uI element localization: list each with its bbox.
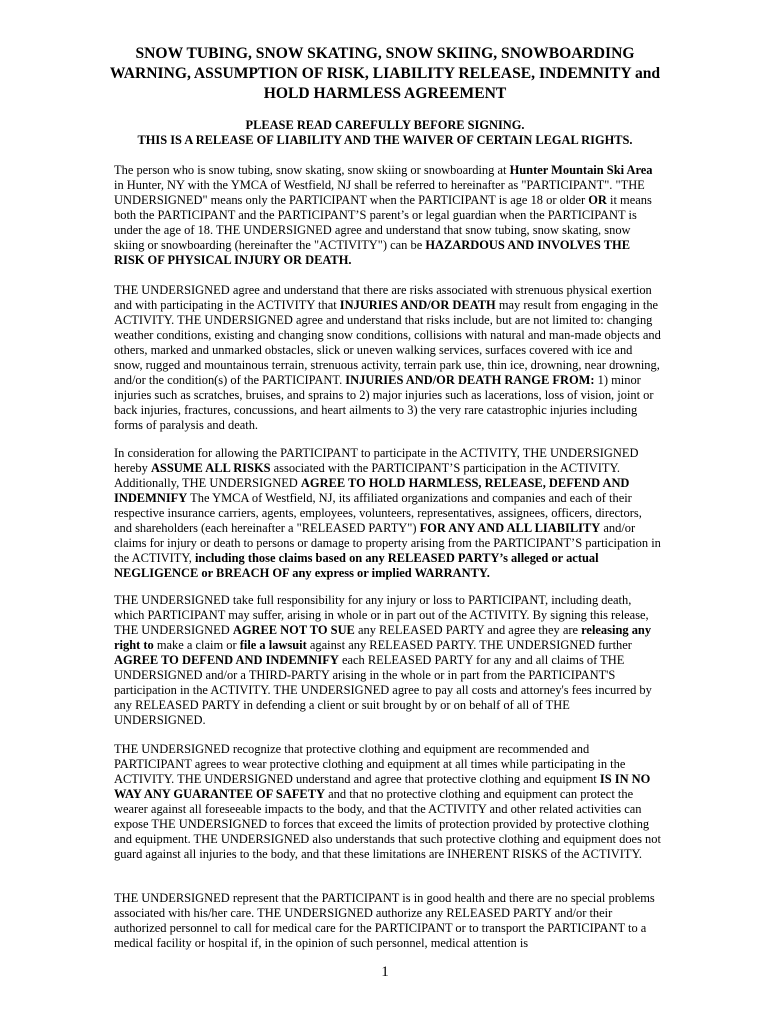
bold-text-run: IS IN NO WAY ANY GUARANTEE OF SAFETY (114, 772, 651, 801)
document-title (60, 44, 710, 104)
text-run: The YMCA of Westfield, NJ, its affiliated organizations and companies and each of their respective insurance carriers, agents, employees, volunteers, representatives, assignees, officers, directors, and shareholders (each hereinafter a "RELEASED PARTY") (114, 491, 642, 535)
title-line-2: WARNING, ASSUMPTION OF RISK, LIABILITY RELEASE, INDEMNITY and (109, 65, 661, 82)
notice-line-2: THIS IS A RELEASE OF LIABILITY AND THE WAIVER OF CERTAIN LEGAL RIGHTS. (137, 133, 633, 147)
text-run: THE UNDERSIGNED take full responsibility for any injury or loss to PARTICIPANT, including death, which PARTICIPANT may suffer, arising in whole or in part out of the ACTIVITY. By signing this release, THE UNDERSIGNED (114, 593, 649, 637)
paragraph-participant-definition (114, 163, 662, 268)
bold-text-run: INJURIES AND/OR DEATH (339, 298, 496, 312)
text-run: THE UNDERSIGNED recognize that protective clothing and equipment are recommended and PARTICIPANT agrees to wear protective clothing and equipment at all times while participating in the ACTIVITY. THE UNDERSIGNED understand and agree that protective clothing and equipment (114, 742, 626, 786)
bold-text-run: AGREE TO HOLD HARMLESS, RELEASE, DEFEND AND INDEMNIFY (114, 476, 630, 505)
paragraph-medical-care (114, 891, 662, 951)
bold-text-run: OR (588, 193, 607, 207)
text-run: make a claim or (153, 638, 240, 652)
signing-notice (60, 118, 710, 148)
text-run: it means both the PARTICIPANT and the PARTICIPANT’S parent’s or legal guardian when the PARTICIPANT is under the age of 18. THE UNDERSIGNED agree and understand that snow tubing, snow skating, snow skiing or snowboarding (hereinafter the "ACTIVITY") can be (114, 193, 652, 252)
text-run: THE UNDERSIGNED represent that the PARTICIPANT is in good health and there are no special problems associated with his/her care. THE UNDERSIGNED authorize any RELEASED PARTY and/or their authorized personnel to call for medical care for the PARTICIPANT or to transport the PARTICIPANT to a medical facility or hospital if, in the opinion of such personnel, medical attention is (114, 891, 655, 950)
text-run: may result from engaging in the ACTIVITY. THE UNDERSIGNED agree and understand that risks include, but are not limited to: changing weather conditions, existing and changing snow conditions, collisions with natural and man-made objects and others, marked and unmarked obstacles, slick or uneven walking services, surfaces covered with ice and snow, rugged and mountainous terrain, strenuous activity, terrain park use, thin ice, drowning, near drowning, and/or the condition(s) of the PARTICIPANT. (114, 298, 661, 387)
text-run: THE UNDERSIGNED agree and understand that there are risks associated with strenuous physical exertion and with participating in the ACTIVITY that (114, 283, 652, 312)
bold-text-run: file a lawsuit (239, 638, 307, 652)
paragraph-agree-not-to-sue (114, 593, 662, 728)
title-line-3: HOLD HARMLESS AGREEMENT (263, 85, 507, 102)
bold-text-run: ASSUME ALL RISKS (150, 461, 271, 475)
bold-text-run: releasing any right to (114, 623, 652, 652)
text-run: The person who is snow tubing, snow skating, snow skiing or snowboarding at (114, 163, 510, 177)
bold-text-run: Hunter Mountain Ski Area (509, 163, 653, 177)
bold-text-run: including those claims based on any RELEASED PARTY’s alleged or actual NEGLIGENCE or BREACH OF any express or implied WARRANTY. (114, 551, 599, 580)
text-run: in Hunter, NY with the YMCA of Westfield, NJ shall be referred to hereinafter as "PARTICIPANT". "THE UNDERSIGNED" means only the PARTICIPANT when the PARTICIPANT is age 18 or older (114, 178, 645, 207)
bold-text-run: INJURIES AND/OR DEATH RANGE FROM: (345, 373, 595, 387)
text-run: and that no protective clothing and equipment can protect the wearer against all foreseeable impacts to the body, and that the ACTIVITY and other related activities can expose THE UNDERSIGNED to forces that exceed the limits of protection provided by protective clothing and equipment. THE UNDERSIGNED also understands that such protective clothing and equipment does not guard against all injuries to the body, and that these limitations are INHERENT RISKS of the ACTIVITY. (114, 787, 661, 861)
bold-text-run: HAZARDOUS AND INVOLVES THE RISK OF PHYSICAL INJURY OR DEATH. (114, 238, 631, 267)
bold-text-run: FOR ANY AND ALL LIABILITY (419, 521, 601, 535)
paragraph-assumption-of-risk (114, 446, 662, 581)
text-run: each RELEASED PARTY for any and all claims of THE UNDERSIGNED and/or a THIRD-PARTY arising in the whole or in part from the PARTICIPANT'S participation in the ACTIVITY. THE UNDERSIGNED agree to pay all costs and attorney's fees incurred by any RELEASED PARTY in defending a client or suit brought by or on behalf of all of THE UNDERSIGNED. (114, 653, 652, 727)
notice-line-1: PLEASE READ CAREFULLY BEFORE SIGNING. (245, 118, 525, 132)
text-run: against any RELEASED PARTY. THE UNDERSIGNED further (306, 638, 632, 652)
text-run: associated with the PARTICIPANT’S participation in the ACTIVITY. Additionally, THE UNDERSIGNED (114, 461, 620, 490)
title-line-1: SNOW TUBING, SNOW SKATING, SNOW SKIING, SNOWBOARDING (135, 45, 635, 62)
bold-text-run: AGREE TO DEFEND AND INDEMNIFY (114, 653, 339, 667)
page-number: 1 (381, 964, 389, 980)
text-run: 1) minor injuries such as scratches, bruises, and sprains to 2) major injuries such as lacerations, loss of vision, joint or back injuries, fractures, concussions, and heart ailments to 3) the very rare catastrophic injuries including forms of paralysis and death. (114, 373, 654, 432)
bold-text-run: AGREE NOT TO SUE (232, 623, 355, 637)
paragraph-risks (114, 283, 662, 433)
paragraph-protective-equipment (114, 742, 662, 862)
text-run: any RELEASED PARTY and agree they are (354, 623, 582, 637)
text-run: In consideration for allowing the PARTICIPANT to participate in the ACTIVITY, THE UNDERSIGNED hereby (114, 446, 639, 475)
text-run: and/or claims for injury or death to persons or damage to property arising from the PARTICIPANT’S participation in the ACTIVITY, (114, 521, 661, 565)
